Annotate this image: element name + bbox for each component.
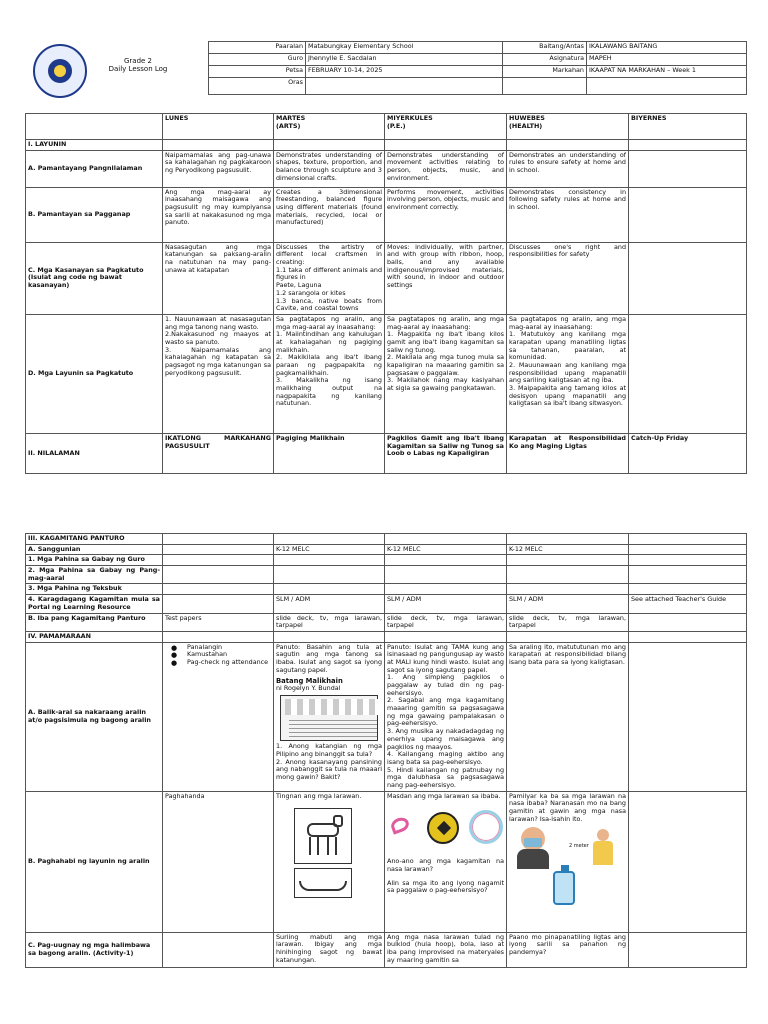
section-pamamaraan: IV. PAMAMARAAN <box>26 631 163 642</box>
time-label: Oras <box>209 78 306 95</box>
row-label-balik-aral: A. Balik-aral sa nakaraang aralin at/o pagsisimula ng bagong aralin <box>26 642 163 791</box>
ribbon-image <box>389 816 411 835</box>
day-tue: MARTES (ARTS) <box>274 114 385 140</box>
safety-images <box>509 823 626 909</box>
horse-toy-image <box>294 808 352 864</box>
day-fri: BIYERNES <box>629 114 747 140</box>
title-block <box>108 57 168 74</box>
boat-image <box>294 868 352 898</box>
date-value: FEBRUARY 10-14, 2025 <box>306 66 503 78</box>
list-item: ● Kamustahan <box>165 651 271 659</box>
date-label: Petsa <box>209 66 306 78</box>
section-kagamitan: III. KAGAMITANG PANTURO <box>26 534 163 545</box>
hula-hoop-image <box>469 810 503 844</box>
subject-label: Asignatura <box>503 54 587 66</box>
pe-equipment-images <box>387 806 504 854</box>
section-layunin: I. LAYUNIN <box>26 140 163 151</box>
procedures-table: III. KAGAMITANG PANTURO A. Sanggunian K-12 MELC K-12 MELC K-12 MELC 1. Mga Pahina sa Gabay ng Guro 2. Mga Pahina sa Gabay ng Pang-mag-aaral 3. Mga Pahina ng Teksbuk 4. Karagdagang Kagamitan mula sa Portal ng Learning Resource SLM / ADM SLM / ADM SLM / ADM See attached Teacher's Guide B. Iba pang Kagamitang Panturo Test papers slide deck, tv, mga larawan, tarpapel slide deck, tv, mga larawan, tarpapel slide deck, tv, mga larawan, tarpapel IV. PAMAMARAAN A. Balik-aral sa nakaraang aralin at/o pagsisimula ng bagong aralin ● Panalangin ● Kamustahan ● Pag-check ng attendance Panuto: Basahin ang tula at sagutin ang mga tanong sa ibaba. Isulat ang sagot sa iyong sagutang papel. Batang Malikhain ni Rogelyn Y. Bundal 1. Anong katangian ng mga Pilipino ang binanggit sa tula? 2. Anong kasanayang pansining ang nabanggit sa tula na maaari mong gawin? Bakit? Panuto: Isulat ang TAMA kung ang isinasaad ng pangungusap ay wasto at MALI kung hindi wasto. Isulat ang sagot sa iyong sagutang papel. 1. Ang simpleng pagkilos o paggalaw ay tulad din ng pag-eehersisyo. 2. Sagabal ang mga kagamitang maaaring gamitin sa pagsasagawa ng mga gawaing pampalakasan o pag-eehersisyo. 3. Ang musika ay nakadadagdag ng enerhiya upang maisagawa ang pagkilos ng maayos. 4. Kailangang maging aktibo ang isang bata sa pag-eehersisyo. 5. Hindi kailangan ng patnubay ng mga dalubhasa sa pagsasagawa nang pag-eehersisyo. Sa araling ito, matututunan mo ang karapatan at responsibilidad bilang isang bata para sa iyong kaligtasan. B. Paghahabi ng layunin ng aralin Paghahanda Tingnan ang mga larawan. Masdan ang mga larawan sa ibaba. Ano-ano ang mga kagamitan na nasa larawan? Alin sa mga ito ang iyong nagamit sa paggalaw o pag-eehersisyo? Pamilyar ka ba sa mga larawan na nasa ibaba? Naranasan mo na bang gamitin at gawin ang mga nasa larawan? Isa-isahin ito. 2 meter C. Pag-uugnay ng mga halimbawa sa bagong aralin. (Activity-1) Suriing mabuti ang mga larawan. Ibigay ang mga hinihinging sagot ng bawat katanungan. Ang mga nasa larawan tulad ng bulklod (hula hoop), bola, laso at iba pang improvised na materyales ay maaring gamitin sa Paano mo pinapanatiling ligtas ang iyong sarili sa panahon ng pandemya? <box>25 533 747 968</box>
day-mon: LUNES <box>163 114 274 140</box>
balik-aral-list <box>165 644 271 667</box>
row-label-nilalaman: II. NILALAMAN <box>26 433 163 473</box>
row-label-c: C. Mga Kasanayan sa Pagkatuto (Isulat ang code ng bawat kasanayan) <box>26 242 163 314</box>
objectives-table: LUNES MARTES (ARTS) MIYERKULES (P.E.) HUWEBES (HEALTH) BIYERNES I. LAYUNIN A. Pamantayang Pangnilalaman Naipamamalas ang pag-unawa sa kahalagahan ng pagkakaroon ng Peryodikong pagsusulit. Demonstrates understanding of shapes, texture, proportion, and balance through sculpture and 3 dimensional crafts. Demonstrates understanding of movement activities relating to person, objects, music, and environment. Demonstrates an understanding of rules to ensure safety at home and in school. B. Pamantayan sa Pagganap Ang mga mag-aaral ay inaasahang maisagawa ang pagsusulit ng may kumpiyansa sa sarili at nakakasunod ng mga panuto. Creates a 3dimensional freestanding, balanced figure using different materials (found materials, recycled, local or manufactured) Performs movement, activities involving person, objects, music and environment correctly. Demonstrates consistency in following safety rules at home and in school. C. Mga Kasanayan sa Pagkatuto (Isulat ang code ng bawat kasanayan) Nasasagutan ang mga katanungan sa paksang-aralin na natutunan na may pang-unawa at katapatan Discusses the artistry of different local craftsmen in creating: 1.1 taka of different animals and figures in Paete, Laguna 1.2 sarangola or kites 1.3 banca, native boats from Cavite, and coastal towns Moves: individually, with partner, and with group with ribbon, hoop, balls, and any available indigenous/improvised materials, with sound, in indoor and outdoor settings Discusses one's right and responsibilities for safety D. Mga Layunin sa Pagkatuto 1. Nauunawaan at nasasagutan ang mga tanong nang wasto. 2.Nakakasunod ng maayos at wasto sa panuto. 3. Naipamamalas ang kahalagahan ng katapatan sa pagsagot ng mga katanungan sa peryodikong pagsusulit. Sa pagtatapos ng aralin, ang mga mag-aaral ay inaasahang: 1. Maiintindihan ang kahulugan at kahalagahan ng pagiging malikhain. 2. Makikilala ang iba't ibang paraan ng pagpapakita ng pagkamalikhain. 3. Makalikha ng isang malikhaing output na nagpapakita ng kanilang natutunan. Sa pagtatapos ng aralin, ang mga mag-aaral ay inaasahang: 1. Magpakita ng iba't ibang kilos gamit ang iba't ibang kagamitan sa saliw ng tunog. 2. Makilala ang mga tunog mula sa kapaligiran na maaaring gamitin sa pagsasaw o paggalaw. 3. Makilahok nang may kasiyahan at sigla sa gawaing pangkatawan. Sa pagtatapos ng aralin, ang mga mag-aaral ay inaasahang: 1. Matutukoy ang kanilang mga karapatan upang manatiling ligtas sa tahanan, paaralan, at komunidad. 2. Mauunawaan ang kanilang mga responsibilidad upang mapanatili ang sariling kaligtasan at ng iba. 3. Maipapakita ang tamang kilos at desisyon upang mapanatili ang kaligtasan sa iba't ibang sitwasyon. II. NILALAMAN IKATLONG MARKAHANG PAGSUSULIT Pagiging Malikhain Pagkilos Gamit ang Iba't Ibang Kagamitan sa Saliw ng Tunog sa Loob o Labas ng Kapaligiran Karapatan at Responsibilidad Ko ang Maging Ligtas Catch-Up Friday <box>25 113 747 474</box>
poem-author: ni Rogelyn Y. Bundal <box>276 684 341 693</box>
row-label-b: B. Pamantayan sa Pagganap <box>26 187 163 242</box>
day-wed: MIYERKULES (P.E.) <box>385 114 507 140</box>
school-label: Paaralan <box>209 42 306 54</box>
list-item: ● Panalangin <box>165 644 271 652</box>
list-item: ● Pag-check ng attendance <box>165 659 271 667</box>
alcohol-bottle-image <box>553 871 575 905</box>
header-block <box>25 41 746 101</box>
ball-image <box>427 812 459 844</box>
day-thu: HUWEBES (HEALTH) <box>507 114 629 140</box>
school-value: Matabungkay Elementary School <box>306 42 503 54</box>
subject-value: MAPEH <box>587 54 747 66</box>
row-label-paghahabi: B. Paghahabi ng layunin ng aralin <box>26 791 163 932</box>
poem-title: Batang Malikhain <box>276 677 343 686</box>
quarter-label: Markahan <box>503 66 587 78</box>
masked-person-image <box>521 827 545 851</box>
grade-value: IKALAWANG BAITANG <box>587 42 747 54</box>
poem-image <box>280 695 378 741</box>
grade-label: Baitang/Antas <box>503 42 587 54</box>
row-label-pag-uugnay: C. Pag-uugnay ng mga halimbawa sa bagong aralin. (Activity-1) <box>26 932 163 967</box>
grade-title: Grade 2 <box>123 57 153 65</box>
dll-title: Daily Lesson Log <box>108 65 168 74</box>
row-label-a: A. Pamantayang Pangnilalaman <box>26 150 163 187</box>
header-table <box>208 41 747 95</box>
teacher-value: Jhennylle E. Sacdalan <box>306 54 503 66</box>
quarter-value: IKAAPAT NA MARKAHAN – Week 1 <box>587 66 747 78</box>
teacher-label: Guro <box>209 54 306 66</box>
distance-sign: 2 meter <box>569 843 589 850</box>
deped-seal-logo <box>33 44 87 98</box>
person-image <box>597 829 609 841</box>
row-label-d: D. Mga Layunin sa Pagkatuto <box>26 314 163 433</box>
